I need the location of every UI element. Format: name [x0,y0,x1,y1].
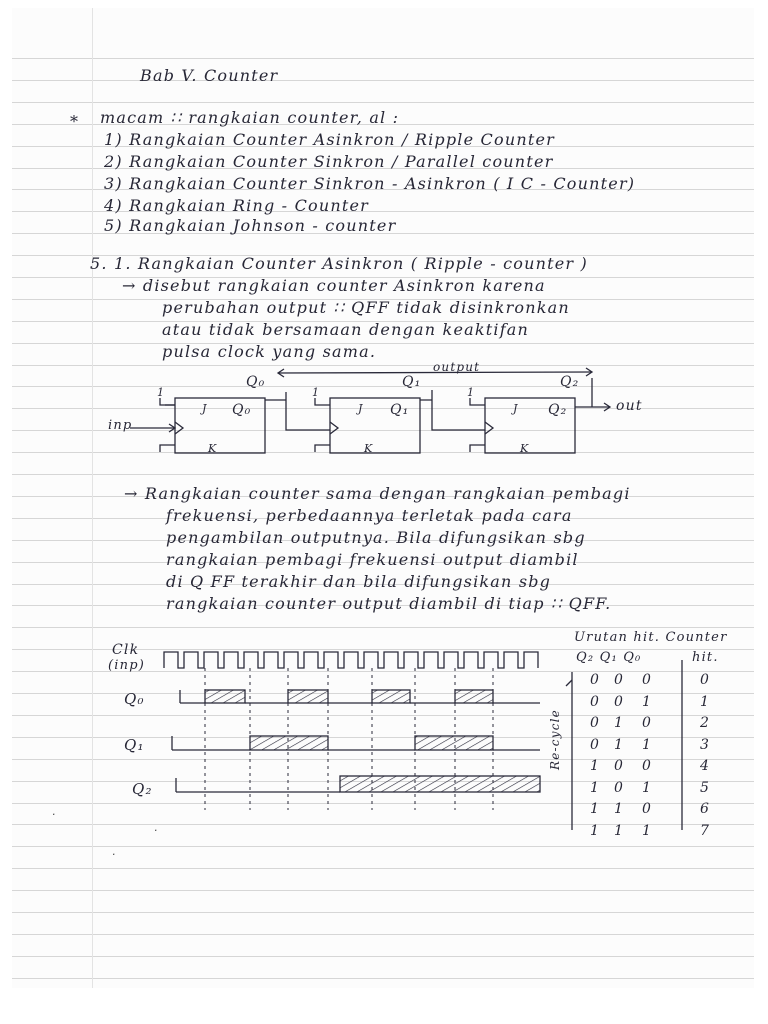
paragraph-line: pulsa clock yang sama. [162,342,377,361]
paragraph-line: perubahan output ∷ QFF tidak disinkronkan [162,298,570,317]
q0-cell: 0 [642,672,651,688]
recycle-arrow [566,680,572,686]
output-label: output [433,360,481,374]
q1-cell: 1 [614,715,623,731]
paragraph-line: atau tidak bersamaan dengan keaktifan [162,320,530,339]
hit-cell: 7 [700,822,709,839]
ff0-k-label: K [208,442,218,455]
stray-mark: · [112,848,117,861]
q2-cell: 0 [590,672,599,688]
ff0-one-label: 1 [157,386,166,399]
hit-cell: 5 [700,779,709,796]
paragraph-line: → disebut rangkaian counter Asinkron karena [122,276,546,295]
paragraph-line: frekuensi, perbedaannya terletak pada cara [166,506,573,525]
q2-cell: 0 [590,693,599,710]
q2-cell: 1 [590,801,599,817]
ff1-q-label: Q₁ [390,402,410,418]
q0-cell: 1 [642,693,651,710]
list-item: 5) Rangkaian Johnson - counter [104,216,397,235]
timing-q0-label: Q₀ [124,690,145,708]
paragraph-line: di Q FF terakhir dan bila difungsikan sbg [166,572,552,591]
q2-cell: 1 [590,779,599,796]
list-item: 3) Rangkaian Counter Sinkron - Asinkron ( I C - Counter) [104,174,636,193]
out-label: out [616,398,643,414]
table-q-header: Q₂ Q₁ Q₀ [576,650,642,665]
hit-cell: 4 [700,758,709,774]
paragraph-line: rangkaian pembagi frekuensi output diambil [166,550,579,569]
q2-cell: 1 [590,758,599,774]
q0-cell: 0 [642,758,651,774]
stray-mark: · [154,824,159,837]
ff1-one-label: 1 [312,386,321,399]
hit-cell: 2 [700,715,709,731]
list-item: 4) Rangkaian Ring - Counter [104,196,370,215]
q2-cell: 0 [590,736,599,753]
paragraph-line: → Rangkaian counter sama dengan rangkaian pembagi [124,484,631,503]
intro-heading: macam ∷ rangkaian counter, al : [100,108,400,127]
paragraph-line: rangkaian counter output diambil di tiap ∷ QFF. [166,594,612,613]
ff0-q-label: Q₀ [232,402,252,418]
q1-cell: 1 [614,736,623,753]
q1-cell: 1 [614,822,623,839]
q0-cell: 1 [642,822,651,839]
q2-top-label: Q₂ [560,374,580,390]
list-item: 2) Rangkaian Counter Sinkron / Parallel counter [104,152,554,171]
timing-q1-label: Q₁ [124,736,145,754]
q1-top-label: Q₁ [402,374,422,390]
q1-cell: 0 [614,758,623,774]
q1-cell: 0 [614,672,623,688]
timing-clk-label: Clk [112,642,140,658]
q0-cell: 1 [642,736,651,753]
section-heading: 5. 1. Rangkaian Counter Asinkron ( Ripple - counter ) [90,254,588,273]
q1-cell: 0 [614,779,623,796]
ff0-j-label: J [202,402,208,415]
ff2-k-label: K [520,442,530,455]
q2-cell: 0 [590,715,599,731]
q0-cell: 0 [642,801,651,817]
inp-label: inp [108,418,133,433]
ff2-j-label: J [513,402,519,415]
bullet-mark: * [70,112,80,131]
list-item: 1) Rangkaian Counter Asinkron / Ripple Counter [104,130,555,149]
paragraph-line: pengambilan outputnya. Bila difungsikan sbg [166,528,586,547]
timing-q2-label: Q₂ [132,780,153,798]
ff1-k-label: K [364,442,374,455]
page-title: Bab V. Counter [140,66,279,85]
q2-cell: 1 [590,822,599,839]
q0-cell: 0 [642,715,651,731]
hit-cell: 6 [700,801,709,817]
q0-top-label: Q₀ [246,374,266,390]
table-hit-header: hit. [692,650,719,665]
hit-cell: 1 [700,693,709,710]
ff1-j-label: J [358,402,364,415]
ff2-one-label: 1 [467,386,476,399]
table-title: Urutan hit. Counter [574,630,728,645]
ff2-q-label: Q₂ [548,402,568,418]
q0-cell: 1 [642,779,651,796]
q1-cell: 0 [614,693,623,710]
q1-cell: 1 [614,801,623,817]
recycle-label: Re-cycle [548,709,562,770]
timing-inp-label: (inp) [108,658,145,673]
hit-cell: 3 [700,736,709,753]
hit-cell: 0 [700,672,709,688]
stray-mark: · [52,808,57,821]
